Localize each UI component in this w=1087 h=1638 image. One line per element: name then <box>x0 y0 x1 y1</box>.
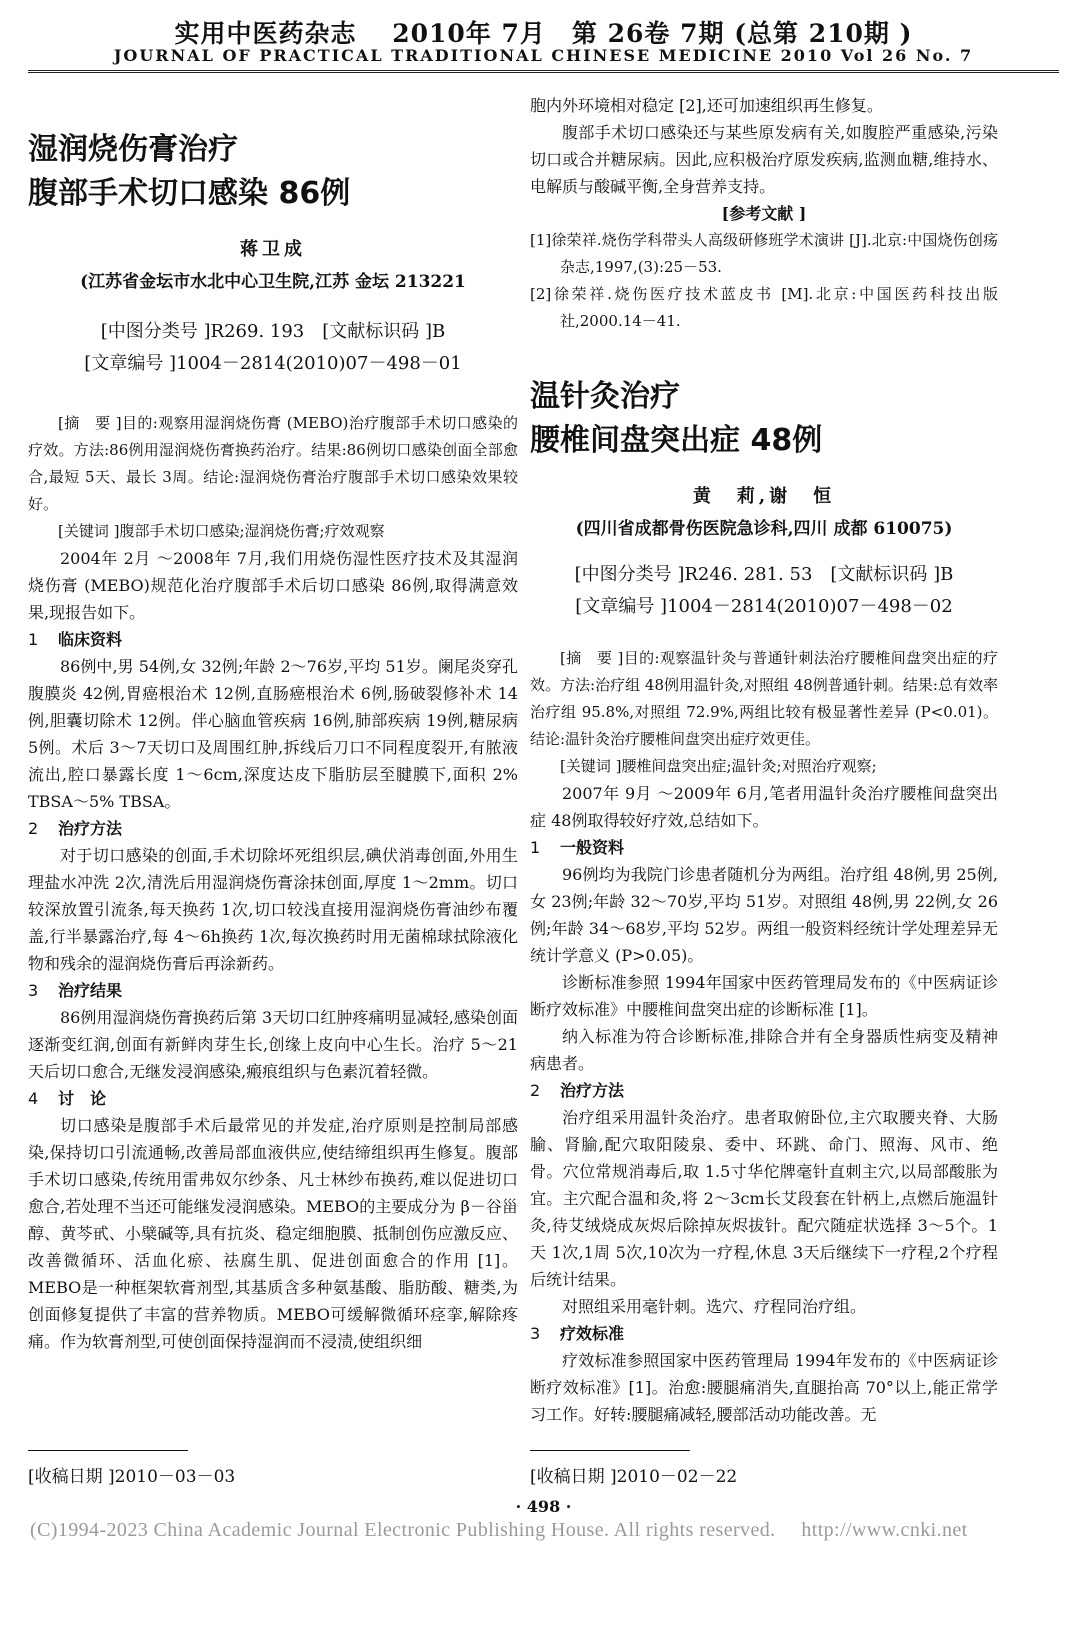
page-number: · 498 · <box>515 1497 572 1516</box>
article1-section4-heading <box>28 1085 518 1112</box>
article2-section3-heading <box>530 1320 998 1347</box>
section-title: 讨 论 <box>58 1089 107 1108</box>
article1-class-line1: [中图分类号 ]R269. 193 [文献标识码 ]B <box>100 321 446 342</box>
article2-title-line1: 温针灸治疗 <box>530 379 680 414</box>
article2-received-date: [收稿日期 ]2010－02－22 <box>530 1467 738 1487</box>
article1-title-line2: 腹部手术切口感染 86例 <box>28 176 351 211</box>
article2-author: 黄 莉,谢 恒 <box>692 486 836 507</box>
reference-2: [2]徐荣祥.烧伤医疗技术蓝皮书 [M].北京:中国医药科技出版社,2000.14－41. <box>530 285 998 330</box>
article1-para2: 腹部手术切口感染还与某些原发病有关,如腹腔严重感染,污染切口或合并糖尿病。因此,应积极治疗原发疾病,监测血糖,维持水、电解质与酸碱平衡,全身营养支持。 <box>530 123 998 196</box>
article1-title-line1: 湿润烧伤膏治疗 <box>28 132 238 167</box>
article1-affiliation: (江苏省金坛市水北中心卫生院,江苏 金坛 213221 <box>80 272 466 292</box>
article1-class-line2: [文章编号 ]1004－2814(2010)07－498－01 <box>84 353 462 374</box>
section-number: 2 <box>530 1081 541 1100</box>
copyright-watermark: (C)1994-2023 China Academic Journal Electronic Publishing House. All rights reserved. http://www.cnki.net <box>30 1519 968 1541</box>
article2-section2-text2: 对照组采用毫针刺。选穴、疗程同治疗组。 <box>562 1297 867 1316</box>
article2-section1-text3: 纳入标准为符合诊断标准,排除合并有全身器质性病变及精神病患者。 <box>530 1027 998 1073</box>
article2-section1-heading <box>530 834 998 861</box>
article1-author: 蒋卫成 <box>240 239 306 260</box>
references-heading: [参考文献 ] <box>721 204 807 223</box>
right-column <box>530 92 998 1428</box>
article1-section2-text: 对于切口感染的创面,手术切除坏死组织层,碘伏消毒创面,外用生理盐水冲洗 2次,清洗后用湿润烧伤膏涂抹创面,厚度 1～2mm。切口较深放置引流条,每天换药 1次,切口较浅直接用湿润烧伤膏油纱布覆盖,行半暴露治疗,每 4～6h换药 1次,每次换药时用无菌棉球拭除液化物和残余的湿润烧伤膏后再涂新药。 <box>28 846 518 973</box>
section-title: 临床资料 <box>58 630 123 649</box>
reference-1: [1]徐荣祥.烧伤学科带头人高级研修班学术演讲 [J].北京:中国烧伤创疡杂志,1997,(3):25－53. <box>530 231 998 276</box>
article1-abstract: [摘 要 ]目的:观察用湿润烧伤膏 (MEBO)治疗腹部手术切口感染的疗效。方法:86例用湿润烧伤膏换药治疗。结果:86例切口感染创面全部愈合,最短 5天、最长 3周。结论:湿润烧伤膏治疗腹部手术切口感染效果较好。 <box>28 414 518 513</box>
section-number: 4 <box>28 1089 39 1108</box>
article2-section3-text: 疗效标准参照国家中医药管理局 1994年发布的《中医病证诊断疗效标准》[1]。治愈:腰腿痛消失,直腿抬高 70°以上,能正常学习工作。好转:腰腿痛减轻,腰部活动功能改善。无 <box>530 1351 998 1424</box>
article1-section2-heading <box>28 815 518 842</box>
article2-section2-heading <box>530 1077 998 1104</box>
section-number: 1 <box>28 630 39 649</box>
article1-received-date: [收稿日期 ]2010－03－03 <box>28 1467 236 1487</box>
article2-abstract: [摘 要 ]目的:观察温针灸与普通针刺法治疗腰椎间盘突出症的疗效。方法:治疗组 48例用温针灸,对照组 48例普通针刺。结果:总有效率治疗组 95.8%,对照组 72.9%,两组比较有极显著性差异 (P<0.01)。结论:温针灸治疗腰椎间盘突出症疗效更佳。 <box>530 649 998 748</box>
article2-class-line1: [中图分类号 ]R246. 281. 53 [文献标识码 ]B <box>574 564 954 585</box>
journal-header-en: JOURNAL OF PRACTICAL TRADITIONAL CHINESE MEDICINE 2010 Vol 26 No. 7 <box>113 46 974 65</box>
article1-intro: 2004年 2月 ～2008年 7月,我们用烧伤湿性医疗技术及其湿润烧伤膏 (MEBO)规范化治疗腹部手术后切口感染 86例,取得满意效果,现报告如下。 <box>28 549 518 622</box>
article1-section3-heading <box>28 977 518 1004</box>
article1-section1-text: 86例中,男 54例,女 32例;年龄 2～76岁,平均 51岁。阑尾炎穿孔腹膜炎 42例,胃癌根治术 12例,直肠癌根治术 6例,肠破裂修补术 14例,胆囊切除术 12例。伴心脑血管疾病 16例,肺部疾病 19例,糖尿病 5例。术后 3～7天切口及周围红肿,拆线后刀口不同程度裂开,有脓液流出,腔口暴露长度 1～6cm,深度达皮下脂肪层至腱膜下,面积 2% TBSA～5% TBSA。 <box>28 657 518 811</box>
article2-title-line2: 腰椎间盘突出症 48例 <box>530 423 823 458</box>
article1-section4-text: 切口感染是腹部手术后最常见的并发症,治疗原则是控制局部感染,保持切口引流通畅,改善局部血液供应,使结缔组织再生修复。腹部手术切口感染,传统用雷弗奴尔纱条、凡士林纱布换药,难以促进切口愈合,若处理不当还可能继发浸润感染。MEBO的主要成分为 β－谷甾醇、黄芩甙、小檗碱等,具有抗炎、稳定细胞膜、抵制创伤应激反应、改善微循环、活血化瘀、祛腐生肌、促进创面愈合的作用 [1]。MEBO是一种框架软膏剂型,其基质含多种氨基酸、脂肪酸、糖类,为创面修复提供了丰富的营养物质。MEBO可缓解微循环痉挛,解除疼痛。作为软膏剂型,可使创面保持湿润而不浸渍,使组织细 <box>28 1116 518 1351</box>
article2-affiliation: (四川省成都骨伤医院急诊科,四川 成都 610075) <box>575 519 953 539</box>
section-title: 治疗方法 <box>58 819 123 838</box>
section-number: 3 <box>530 1324 541 1343</box>
article1-continuation: 胞内外环境相对稳定 [2],还可加速组织再生修复。 <box>530 96 883 115</box>
footnote-rule-left <box>28 1450 188 1451</box>
article1-section3-text: 86例用湿润烧伤膏换药后第 3天切口红肿疼痛明显减轻,感染创面逐渐变红润,创面有新鲜肉芽生长,创缘上皮向中心生长。治疗 5～21天后切口愈合,无继发浸润感染,瘢痕组织与色素沉着轻微。 <box>28 1008 518 1081</box>
article1-keywords: [关键词 ]腹部手术切口感染;湿润烧伤膏;疗效观察 <box>58 522 385 540</box>
footnote-rule-right <box>530 1450 690 1451</box>
article2-class-line2: [文章编号 ]1004－2814(2010)07－498－02 <box>575 596 953 617</box>
article2-intro: 2007年 9月 ～2009年 6月,笔者用温针灸治疗腰椎间盘突出症 48例取得较好疗效,总结如下。 <box>530 784 998 830</box>
section-title: 疗效标准 <box>560 1324 625 1343</box>
article1-section1-heading <box>28 626 518 653</box>
article2-keywords: [关键词 ]腰椎间盘突出症;温针灸;对照治疗观察; <box>560 757 877 775</box>
section-number: 3 <box>28 981 39 1000</box>
article2-section1-text: 96例均为我院门诊患者随机分为两组。治疗组 48例,男 25例,女 23例;年龄 32～70岁,平均 51岁。对照组 48例,男 22例,女 26例;年龄 34～68岁,平均 52岁。两组一般资料经统计学处理差异无统计学意义 (P>0.05)。 <box>530 865 998 965</box>
left-column <box>28 92 518 1355</box>
section-title: 治疗方法 <box>560 1081 625 1100</box>
article2-section1-text2: 诊断标准参照 1994年国家中医药管理局发布的《中医病证诊断疗效标准》中腰椎间盘突出症的诊断标准 [1]。 <box>530 973 998 1019</box>
article2-section2-text: 治疗组采用温针灸治疗。患者取俯卧位,主穴取腰夹脊、大肠腧、肾腧,配穴取阳陵泉、委中、环跳、命门、照海、风市、绝骨。穴位常规消毒后,取 1.5寸华佗牌毫针直刺主穴,以局部酸胀为宜。主穴配合温和灸,将 2～3cm长艾段套在针柄上,点燃后施温针灸,待艾绒烧成灰烬后除掉灰烬拔针。配穴随症状选择 3～5个。1天 1次,1周 5次,10次为一疗程,休息 3天后继续下一疗程,2个疗程后统计结果。 <box>530 1108 998 1289</box>
section-title: 治疗结果 <box>58 981 123 1000</box>
section-number: 2 <box>28 819 39 838</box>
header-rule <box>28 70 1059 73</box>
journal-header-cn: 实用中医药杂志 2010年 7月 第 26卷 7期 (总第 210期 ) <box>174 19 913 48</box>
section-number: 1 <box>530 838 541 857</box>
section-title: 一般资料 <box>560 838 625 857</box>
